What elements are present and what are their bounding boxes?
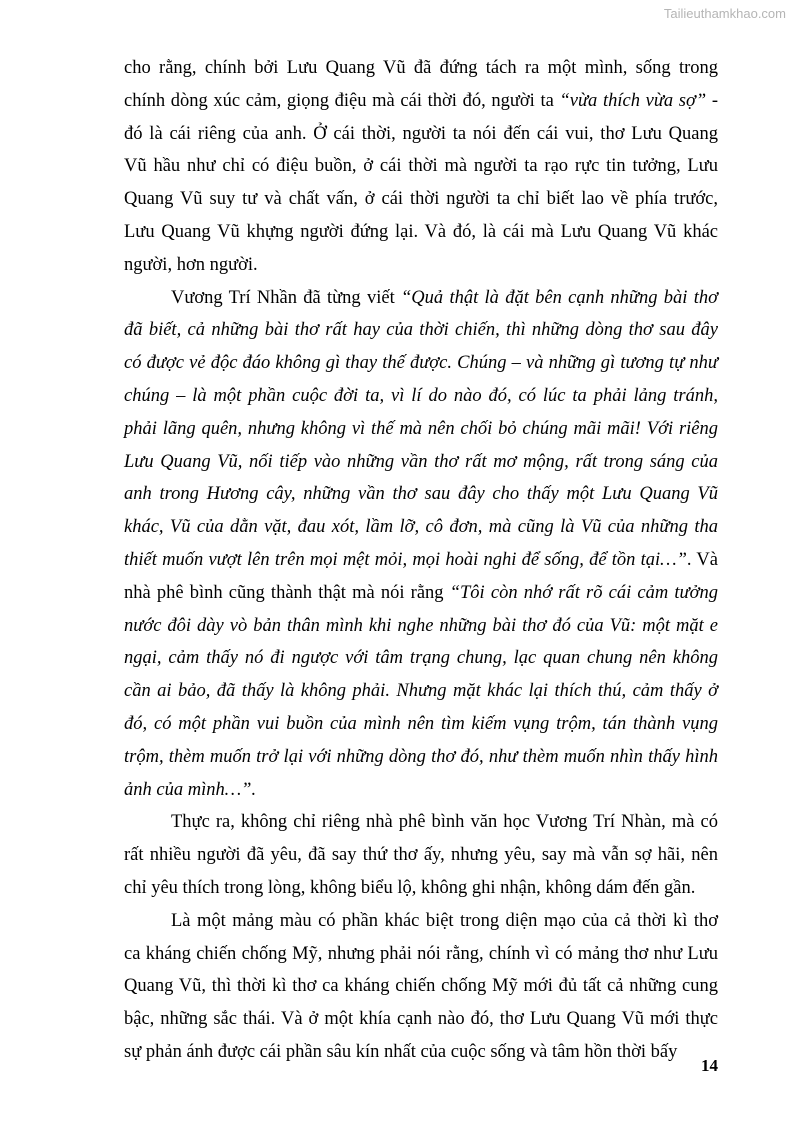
text-line bbox=[124, 741, 718, 774]
paragraph bbox=[124, 806, 718, 904]
text-line bbox=[124, 347, 718, 380]
italic-text: Lưu Quang Vũ, nối tiếp vào những vần thơ rất mơ mộng, rất trong sáng của bbox=[124, 451, 718, 472]
text-run: - bbox=[706, 90, 718, 111]
text-run: . Và bbox=[686, 549, 718, 570]
text-run: chỉ yêu thích trong lòng, không biểu lộ, không ghi nhận, không dám đến gần. bbox=[124, 877, 696, 898]
text-line bbox=[124, 642, 718, 675]
text-line bbox=[124, 872, 718, 905]
text-run: người, hơn người. bbox=[124, 254, 258, 275]
italic-text: “vừa thích vừa sợ” bbox=[559, 90, 707, 111]
page-number: 14 bbox=[701, 1056, 718, 1075]
text-run: ca kháng chiến chống Mỹ, nhưng phải nói rằng, chính vì có mảng thơ như Lưu bbox=[124, 943, 718, 964]
text-line bbox=[124, 380, 718, 413]
text-run: Quang Vũ, thì thời kì thơ ca kháng chiến chống Mỹ mới đủ tất cả những cung bbox=[124, 976, 718, 997]
text-run: bậc, những sắc thái. Và ở một khía cạnh nào đó, thơ Lưu Quang Vũ mới thực bbox=[124, 1009, 718, 1030]
text-line bbox=[124, 675, 718, 708]
italic-text: “Quả thật là đặt bên cạnh những bài thơ bbox=[401, 287, 719, 308]
text-line bbox=[124, 1003, 718, 1036]
text-run: Lưu Quang Vũ khựng người đứng lại. Và đó, là cái mà Lưu Quang Vũ khác bbox=[124, 221, 718, 242]
text-run: đó là cái riêng của anh. Ở cái thời, người ta nói đến cái vui, thơ Lưu Quang bbox=[124, 123, 718, 144]
text-run: nhà phê bình cũng thành thật mà nói rằng bbox=[124, 582, 450, 603]
text-run: Thực ra, không chỉ riêng nhà phê bình văn học Vương Trí Nhàn, mà có bbox=[171, 812, 718, 833]
italic-text: ảnh của mình…”. bbox=[124, 779, 257, 800]
text-line bbox=[124, 413, 718, 446]
text-line bbox=[124, 85, 718, 118]
paragraph bbox=[124, 52, 718, 282]
text-line bbox=[124, 938, 718, 971]
text-line bbox=[124, 118, 718, 151]
italic-text: khác, Vũ của dằn vặt, đau xót, lầm lỡ, cô đơn, mà cũng là Vũ của những tha bbox=[124, 517, 718, 538]
text-line bbox=[124, 905, 718, 938]
text-line bbox=[124, 282, 718, 315]
text-run: Vương Trí Nhần đã từng viết bbox=[171, 287, 402, 308]
text-line bbox=[124, 708, 718, 741]
text-line bbox=[124, 1036, 718, 1069]
text-line bbox=[124, 216, 718, 249]
document-body bbox=[124, 52, 718, 1069]
italic-text: ngại, cảm thấy nó đi ngược với tâm trạng chung, lạc quan chung nên không bbox=[124, 648, 718, 669]
text-line bbox=[124, 839, 718, 872]
italic-text: có được vẻ độc đáo không gì thay thế được. Chúng – và những gì tương tự như bbox=[124, 353, 718, 374]
text-line bbox=[124, 610, 718, 643]
text-line bbox=[124, 970, 718, 1003]
text-line bbox=[124, 52, 718, 85]
text-run: Là một mảng màu có phần khác biệt trong diện mạo của cả thời kì thơ bbox=[171, 910, 718, 931]
text-line bbox=[124, 511, 718, 544]
text-line bbox=[124, 577, 718, 610]
text-run: sự phản ánh được cái phần sâu kín nhất của cuộc sống và tâm hồn thời bấy bbox=[124, 1041, 678, 1062]
italic-text: anh trong Hương cây, những vần thơ sau đây cho thấy một Lưu Quang Vũ bbox=[124, 484, 718, 505]
italic-text: “Tôi còn nhớ rất rõ cái cảm tưởng bbox=[449, 582, 718, 603]
text-line bbox=[124, 446, 718, 479]
italic-text: đã biết, cả những bài thơ rất hay của thời chiến, thì những dòng thơ sau đây bbox=[124, 320, 718, 341]
italic-text: cần ai bảo, đã thấy là không phải. Nhưng mặt khác lại thích thú, cảm thấy ở bbox=[124, 681, 718, 702]
text-run: cho rằng, chính bởi Lưu Quang Vũ đã đứng tách ra một mình, sống trong bbox=[124, 58, 718, 78]
watermark-text: Tailieuthamkhao.com bbox=[663, 6, 786, 21]
italic-text: nước đôi dày vò bản thân mình khi nghe những bài thơ đó của Vũ: một mặt e bbox=[124, 615, 718, 636]
text-line bbox=[124, 249, 718, 282]
paragraph bbox=[124, 905, 718, 1069]
italic-text: phải lãng quên, nhưng không vì thế mà nên chối bỏ chúng mãi mãi! Với riêng bbox=[124, 418, 718, 439]
italic-text: trộm, thèm muốn trở lại với những dòng thơ đó, như thèm muốn nhìn thấy hình bbox=[124, 746, 718, 767]
text-line bbox=[124, 774, 718, 807]
italic-text: đó, có một phần vui buồn của mình nên tìm kiếm vụng trộm, tán thành vụng bbox=[124, 713, 718, 734]
text-line bbox=[124, 806, 718, 839]
paragraph bbox=[124, 282, 718, 807]
text-line bbox=[124, 150, 718, 183]
text-run: Quang Vũ suy tư và chất vấn, ở cái thời người ta chỉ biết lao về phía trước, bbox=[124, 189, 718, 210]
text-line bbox=[124, 183, 718, 216]
text-line bbox=[124, 314, 718, 347]
text-run: rất nhiều người đã yêu, đã say thứ thơ ấy, nhưng yêu, say mà vẫn sợ hãi, nên bbox=[124, 845, 718, 866]
text-run: Vũ hầu như chỉ có điệu buồn, ở cái thời mà người ta rạo rực tin tưởng, Lưu bbox=[124, 156, 718, 177]
italic-text: chúng – là một phần cuộc đời ta, vì lí do nào đó, có lúc ta phải lảng tránh, bbox=[124, 385, 718, 406]
text-line bbox=[124, 478, 718, 511]
text-run: chính dòng xúc cảm, giọng điệu mà cái thời đó, người ta bbox=[124, 90, 560, 111]
text-line bbox=[124, 544, 718, 577]
italic-text: thiết muốn vượt lên trên mọi mệt mỏi, mọi hoài nghi để sống, để tồn tại…” bbox=[124, 549, 687, 570]
